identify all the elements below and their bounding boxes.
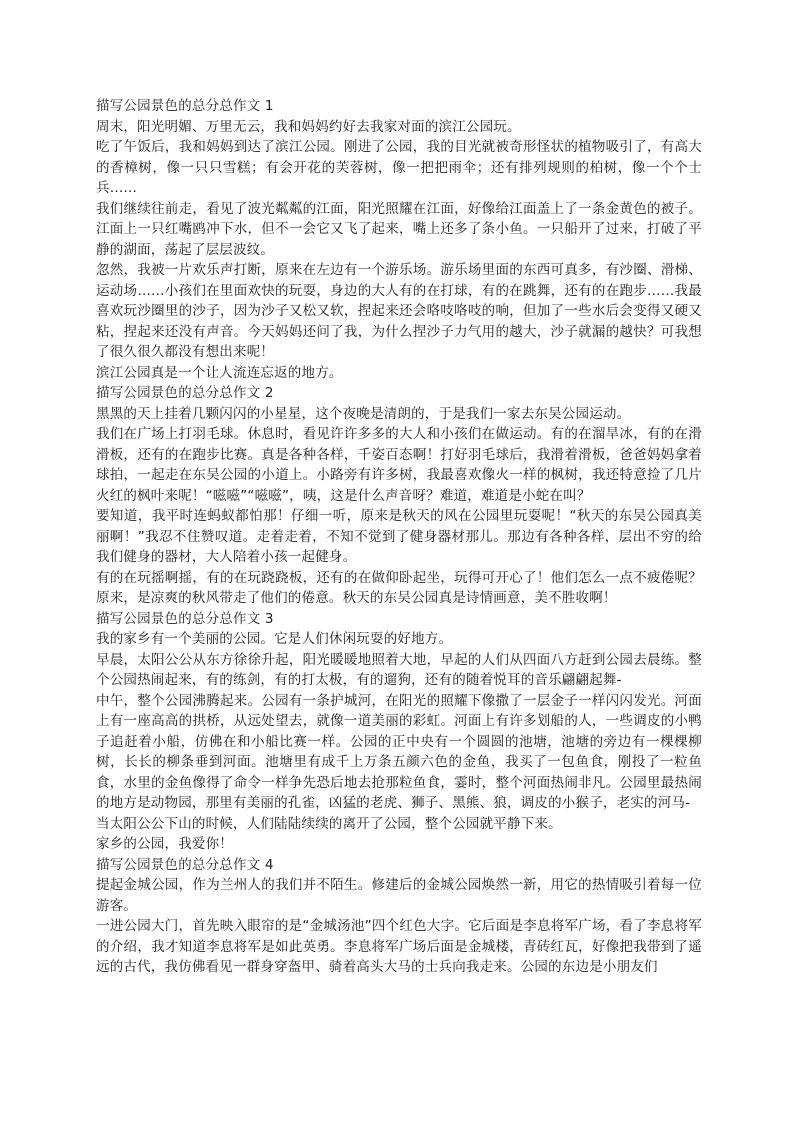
essay-title-1: 描写公园景色的总分总作文 1 bbox=[96, 98, 274, 114]
paragraph: 早晨，太阳公公从东方徐徐升起，阳光暖暖地照着大地，早起的人们从四面八方赶到公园去晨练。整个公园热闹起来，有的练剑，有的打太极，有的遛狗，还有的随着悦耳的音乐翩翩起舞- bbox=[96, 651, 702, 688]
essay-title-4: 描写公园景色的总分总作文 4 bbox=[96, 856, 274, 873]
paragraph: 要知道，我平时连蚂蚁都怕那！仔细一听，原来是秋天的风在公园里玩耍呢！“秋天的东吴公园真美丽啊！”我忍不住赞叹道。走着走着，不知不觉到了健身器材那儿。那边有各种各样，层出不穷的给我们健身的器材，大人陪着小孩一起健身。 bbox=[96, 508, 702, 565]
paragraph: 家乡的公园，我爱你！ bbox=[96, 836, 233, 852]
paragraph: 黑黑的天上挂着几颗闪闪的小星星，这个夜晚是清朗的，于是我们一家去东吴公园运动。 bbox=[96, 405, 631, 422]
paragraph: 一进公园大门，首先映入眼帘的是“金城汤池”四个红色大字。它后面是李息将军广场，看了李息将军的介绍，我才知道李息将军是如此英勇。李息将军广场后面是金城楼，青砖红瓦，好像把我带到了遥远的古代，我仿佛看见一群身穿盔甲、骑着高头大马的士兵向我走来。公园的东边是小朋友们 bbox=[96, 918, 702, 975]
paragraph: 忽然，我被一片欢乐声打断，原来在左边有一个游乐场。游乐场里面的东西可真多，有沙圈、滑梯、运动场……小孩们在里面欢快的玩耍，身边的大人有的在打球，有的在跳舞，还有的在跑步……我最喜欢玩沙圈里的沙子，因为沙子又松又软，捏起来还会咯吱咯吱的响，但加了一些水后会变得又硬又粘，捏起来还没有声音。今天妈妈还问了我，为什么捏沙子力气用的越大，沙子就漏的越快？可我想了很久很久都没有想出来呢！ bbox=[96, 262, 702, 360]
essay-title-2: 描写公园景色的总分总作文 2 bbox=[96, 385, 274, 401]
paragraph: 周末，阳光明媚、万里无云，我和妈妈约好去我家对面的滨江公园玩。 bbox=[96, 118, 521, 135]
essay-title-3: 描写公园景色的总分总作文 3 bbox=[96, 610, 274, 627]
paragraph: 吃了午饭后，我和妈妈到达了滨江公园。刚进了公园，我的目光就被奇形怪状的植物吸引了，有高大的香樟树，像一只只雪糕；有会开花的芙蓉树，像一把把雨伞；还有排列规则的柏树，像一个个士兵…… bbox=[96, 139, 702, 196]
paragraph: 有的在玩摇啊摇，有的在玩跷跷板，还有的在做仰卧起坐，玩得可开心了！他们怎么一点不疲倦呢？原来，是凉爽的秋风带走了他们的倦意。秋天的东吴公园真是诗情画意，美不胜收啊！ bbox=[96, 569, 702, 606]
paragraph: 提起金城公园，作为兰州人的我们并不陌生。修建后的金城公园焕然一新，用它的热情吸引着每一位游客。 bbox=[96, 877, 702, 914]
paragraph: 我的家乡有一个美丽的公园。它是人们休闲玩耍的好地方。 bbox=[96, 631, 453, 647]
paragraph: 我们在广场上打羽毛球。休息时，看见许许多多的大人和小孩们在做运动。有的在溜旱冰，有的在滑滑板，还有的在跑步比赛。真是各种各样，千姿百态啊！打好羽毛球后，我滑着滑板，爸爸妈妈拿着球拍，一起走在东吴公园的小道上。小路旁有许多树，我最喜欢像火一样的枫树，我还特意捡了几片火红的枫叶来呢！“嗞嗞”“嗞嗞”，咦，这是什么声音呀？难道，难道是小蛇在叫？ bbox=[96, 426, 702, 504]
paragraph: 我们继续往前走，看见了波光粼粼的江面，阳光照耀在江面，好像给江面盖上了一条金黄色的被子。江面上一只红嘴鸥冲下水，但不一会它又飞了起来，嘴上还多了条小鱼。一只船开了过来，打破了平静的湖面，荡起了层层波纹。 bbox=[96, 200, 702, 258]
document-page bbox=[96, 96, 702, 978]
paragraph: 中午，整个公园沸腾起来。公园有一条护城河，在阳光的照耀下像撒了一层金子一样闪闪发光。河面上有一座高高的拱桥，从远处望去，就像一道美丽的彩虹。河面上有许多划船的人，一些调皮的小鸭子追赶着小船，仿佛在和小船比赛一样。公园的正中央有一个圆圆的池塘，池塘的旁边有一棵棵柳树，长长的柳条垂到河面。池塘里有成千上万条五颜六色的金鱼，我买了一包鱼食，刚投了一粒鱼食，水里的金鱼像得了命令一样争先恐后地去抢那粒鱼食，霎时，整个河面热闹非凡。公园里最热闹的地方是动物园，那里有美丽的孔雀，凶猛的老虎、狮子、黑熊、狼，调皮的小猴子，老实的河马- bbox=[96, 692, 702, 811]
paragraph: 滨江公园真是一个让人流连忘返的地方。 bbox=[96, 364, 343, 381]
paragraph: 当太阳公公下山的时候，人们陆陆续续的离开了公园，整个公园就平静下来。 bbox=[96, 815, 562, 832]
